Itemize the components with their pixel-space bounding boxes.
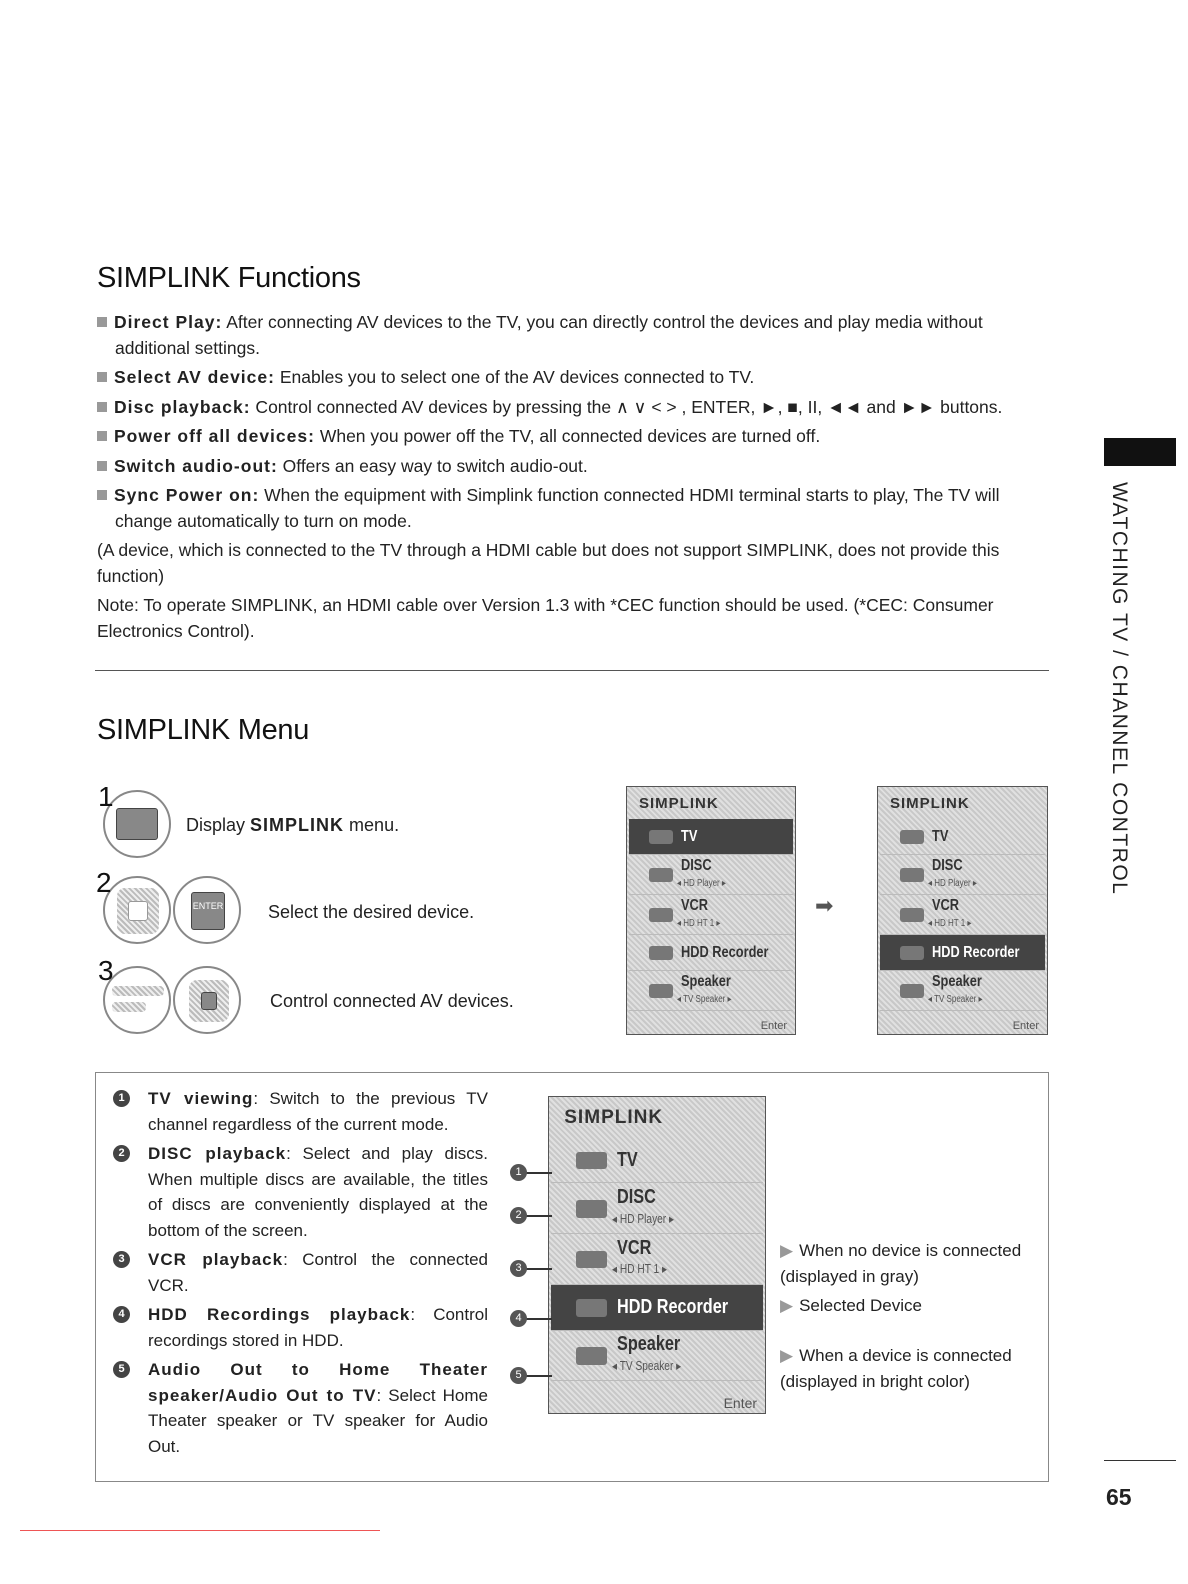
function-term: Direct Play:: [114, 312, 223, 332]
menu-item-hdd-recorder: [880, 935, 1045, 971]
menu-item-label: Speaker: [932, 973, 982, 990]
device-icon: [649, 908, 673, 922]
device-icon: [649, 868, 673, 882]
step-text: [186, 815, 399, 836]
callout-number: 3: [510, 1260, 527, 1277]
step-text: Select the desired device.: [268, 902, 475, 922]
menu-item-label: Speaker: [681, 973, 731, 990]
menu-item-label: HDD Recorder: [681, 944, 769, 961]
legend-item: [118, 1357, 488, 1459]
device-icon: [900, 830, 924, 844]
legend-item: [118, 1302, 489, 1353]
menu-item-disc: [880, 855, 1045, 895]
menu-item-tv: [629, 819, 793, 855]
legend-text: : Select and play discs. When multiple discs are available, the titles of discs are conveniently displayed at the bottom of the screen.: [148, 1144, 488, 1240]
function-text: When the equipment with Simplink function connected HDMI terminal starts to play, The TV will change automatically to turn on mode.: [115, 485, 1000, 531]
menu-item-label: DISC: [617, 1185, 656, 1208]
menu-item-sub: ◂ TV Speaker ▸: [611, 1358, 682, 1373]
legend-term: TV viewing: [148, 1089, 254, 1108]
menu-item-label: DISC: [681, 857, 712, 874]
step-number: 3: [98, 955, 114, 986]
menu-item-label: HDD Recorder: [932, 944, 1020, 961]
menu-section-title: SIMPLINK Menu: [97, 714, 310, 746]
menu-enter-hint: Enter: [760, 1019, 787, 1032]
legend-text: : Control recordings stored in HDD.: [148, 1305, 489, 1350]
menu-item-speaker: [551, 1331, 763, 1382]
menu-item-sub: ◂ TV Speaker ▸: [928, 994, 983, 1005]
menu-item-vcr: [629, 895, 793, 935]
legend-note-text: When a device is connected (displayed in bright color): [780, 1346, 1012, 1391]
callout-line: [512, 1369, 552, 1381]
legend-list: [118, 1086, 489, 1463]
page-number: 65: [1106, 1484, 1132, 1510]
menu-item-hdd-recorder: [629, 935, 793, 971]
menu-item-vcr: [880, 895, 1045, 935]
enter-key-label: ENTER: [191, 892, 225, 930]
bullet-square-icon: [97, 402, 107, 412]
menu-item-sub: ◂ HD HT 1 ▸: [677, 918, 721, 929]
navigation-pad-icon: [103, 876, 171, 944]
callout-line: [512, 1166, 552, 1178]
menu-item-label: HDD Recorder: [617, 1296, 729, 1319]
number-badge-icon: 3: [113, 1251, 130, 1268]
menu-logo: SIMPLINK: [890, 795, 970, 812]
function-term: Sync Power on:: [114, 485, 260, 505]
callout-number: 1: [510, 1164, 527, 1181]
legend-note-text: Selected Device: [799, 1296, 922, 1315]
menu-item-label: TV: [681, 828, 698, 845]
step-text-post: menu.: [344, 815, 400, 835]
menu-enter-hint: Enter: [723, 1394, 757, 1411]
menu-item-label: VCR: [617, 1236, 652, 1259]
arrow-right-icon: ➡: [815, 893, 834, 918]
number-badge-icon: 5: [113, 1361, 130, 1378]
function-text: Control connected AV devices by pressing the ∧ ∨ < > , ENTER, ►, ■, II, ◄◄ and ►► buttons.: [250, 396, 1003, 417]
menu-item-label: DISC: [932, 857, 963, 874]
device-icon: [649, 984, 673, 998]
legend-term: VCR playback: [148, 1250, 284, 1269]
function-item: [97, 424, 1049, 450]
legend-text: : Control the connected VCR.: [148, 1250, 488, 1295]
menu-item-sub: ◂ TV Speaker ▸: [677, 994, 732, 1005]
callout-number: 4: [510, 1310, 527, 1327]
menu-item-hdd-recorder: [551, 1285, 763, 1331]
function-text: When you power off the TV, all connected devices are turned off.: [314, 426, 821, 446]
function-term: Disc playback:: [114, 396, 251, 417]
device-icon: [649, 946, 673, 960]
device-icon: [900, 868, 924, 882]
function-item: [97, 395, 1049, 421]
menu-enter-hint: Enter: [1012, 1019, 1039, 1032]
step-number: 2: [96, 867, 112, 898]
function-item: [97, 483, 1049, 534]
menu-item-label: TV: [617, 1149, 638, 1172]
device-icon: [900, 908, 924, 922]
menu-item-label: VCR: [681, 897, 709, 914]
function-item: [97, 454, 1049, 480]
number-badge-icon: 2: [113, 1145, 130, 1162]
functions-list: [97, 310, 1049, 648]
menu-logo: SIMPLINK: [564, 1107, 664, 1129]
device-icon: [576, 1299, 606, 1317]
function-text: After connecting AV devices to the TV, you can directly control the devices and play media without additional settings.: [115, 312, 983, 358]
function-text: Offers an easy way to switch audio-out.: [277, 455, 588, 476]
side-tab-label: WATCHING TV / CHANNEL CONTROL: [1108, 482, 1131, 896]
menu-item-disc: [629, 855, 793, 895]
legend-item: [118, 1141, 488, 1243]
bullet-square-icon: [97, 431, 107, 441]
callout-number: 5: [510, 1367, 527, 1384]
legend-term: HDD Recordings playback: [148, 1305, 411, 1324]
bullet-square-icon: [97, 461, 107, 471]
callout-line: [512, 1312, 552, 1324]
section-tab-marker: [1104, 438, 1176, 466]
enter-button-icon: [173, 876, 241, 944]
menu-item-sub: ◂ HD Player ▸: [611, 1211, 675, 1226]
step-number: 1: [98, 781, 114, 812]
menu-item-speaker: [880, 971, 1045, 1011]
bullet-square-icon: [97, 372, 107, 382]
step-text-pre: Display: [186, 815, 251, 835]
device-icon: [576, 1200, 606, 1218]
divider: [95, 670, 1049, 671]
legend-note: ▶ When no device is connected (displayed in gray): [780, 1241, 1022, 1286]
page-number-rule: [1104, 1460, 1176, 1461]
menu-item-speaker: [629, 971, 793, 1011]
menu-item-sub: ◂ HD Player ▸: [677, 878, 726, 889]
device-icon: [576, 1347, 606, 1365]
device-icon: [649, 830, 673, 844]
menu-item-sub: ◂ HD HT 1 ▸: [611, 1262, 668, 1277]
device-icon: [900, 984, 924, 998]
menu-item-sub: ◂ HD Player ▸: [928, 878, 977, 889]
function-item: [97, 310, 1049, 361]
device-icon: [576, 1152, 606, 1170]
menu-item-tv: [880, 819, 1045, 855]
function-note: Note: To operate SIMPLINK, an HDMI cable over Version 1.3 with *CEC function should be used. (*CEC: Consumer Electronics Control).: [97, 595, 994, 641]
simplink-menu-after: [877, 786, 1048, 1035]
menu-item-label: VCR: [932, 897, 960, 914]
functions-title: SIMPLINK Functions: [97, 262, 361, 294]
device-icon: [576, 1251, 606, 1269]
menu-item-vcr: [551, 1234, 763, 1285]
legend-item: [118, 1086, 488, 1137]
legend-text: : Select Home Theater speaker or TV speaker for Audio Out.: [148, 1385, 488, 1456]
menu-item-sub: ◂ HD HT 1 ▸: [928, 918, 972, 929]
legend-item: [118, 1247, 488, 1298]
legend-text: : Switch to the previous TV channel regardless of the current mode.: [148, 1089, 488, 1134]
number-badge-icon: 1: [113, 1090, 130, 1107]
function-term: Select AV device:: [114, 367, 275, 387]
bullet-square-icon: [97, 317, 107, 327]
function-term: Power off all devices:: [114, 426, 315, 446]
function-note: (A device, which is connected to the TV through a HDMI cable but does not support SIMPLINK, does not provide this function): [97, 540, 1000, 586]
function-text: Enables you to select one of the AV devices connected to TV.: [274, 367, 755, 387]
menu-item-label: TV: [932, 828, 949, 845]
callout-line: [512, 1262, 552, 1274]
device-icon: [900, 946, 924, 960]
simplink-menu-before: [626, 786, 796, 1035]
legend-term: Audio Out to Home Theater speaker/Audio Out to TV: [148, 1360, 488, 1405]
legend-note-text: When no device is connected (displayed in gray): [780, 1241, 1022, 1286]
menu-item-disc: [551, 1183, 763, 1234]
step-text-bold: SIMPLINK: [250, 815, 345, 835]
simplink-menu-annotated: [548, 1096, 766, 1414]
menu-item-label: Speaker: [617, 1333, 681, 1356]
callout-number: 2: [510, 1207, 527, 1224]
menu-item-tv: [551, 1138, 763, 1184]
number-badge-icon: 4: [113, 1306, 130, 1323]
legend-term: DISC playback: [148, 1144, 287, 1163]
enter-pad-icon: [173, 966, 241, 1034]
step-text: Control connected AV devices.: [270, 991, 514, 1011]
bullet-square-icon: [97, 490, 107, 500]
function-term: Switch audio-out:: [114, 455, 278, 476]
legend-note: ▶ Selected Device: [780, 1296, 922, 1315]
function-item: [97, 365, 1049, 391]
callout-line: [512, 1209, 552, 1221]
footer-rule: [20, 1530, 380, 1531]
legend-note: ▶ When a device is connected (displayed in bright color): [780, 1346, 1012, 1391]
menu-logo: SIMPLINK: [639, 795, 719, 812]
